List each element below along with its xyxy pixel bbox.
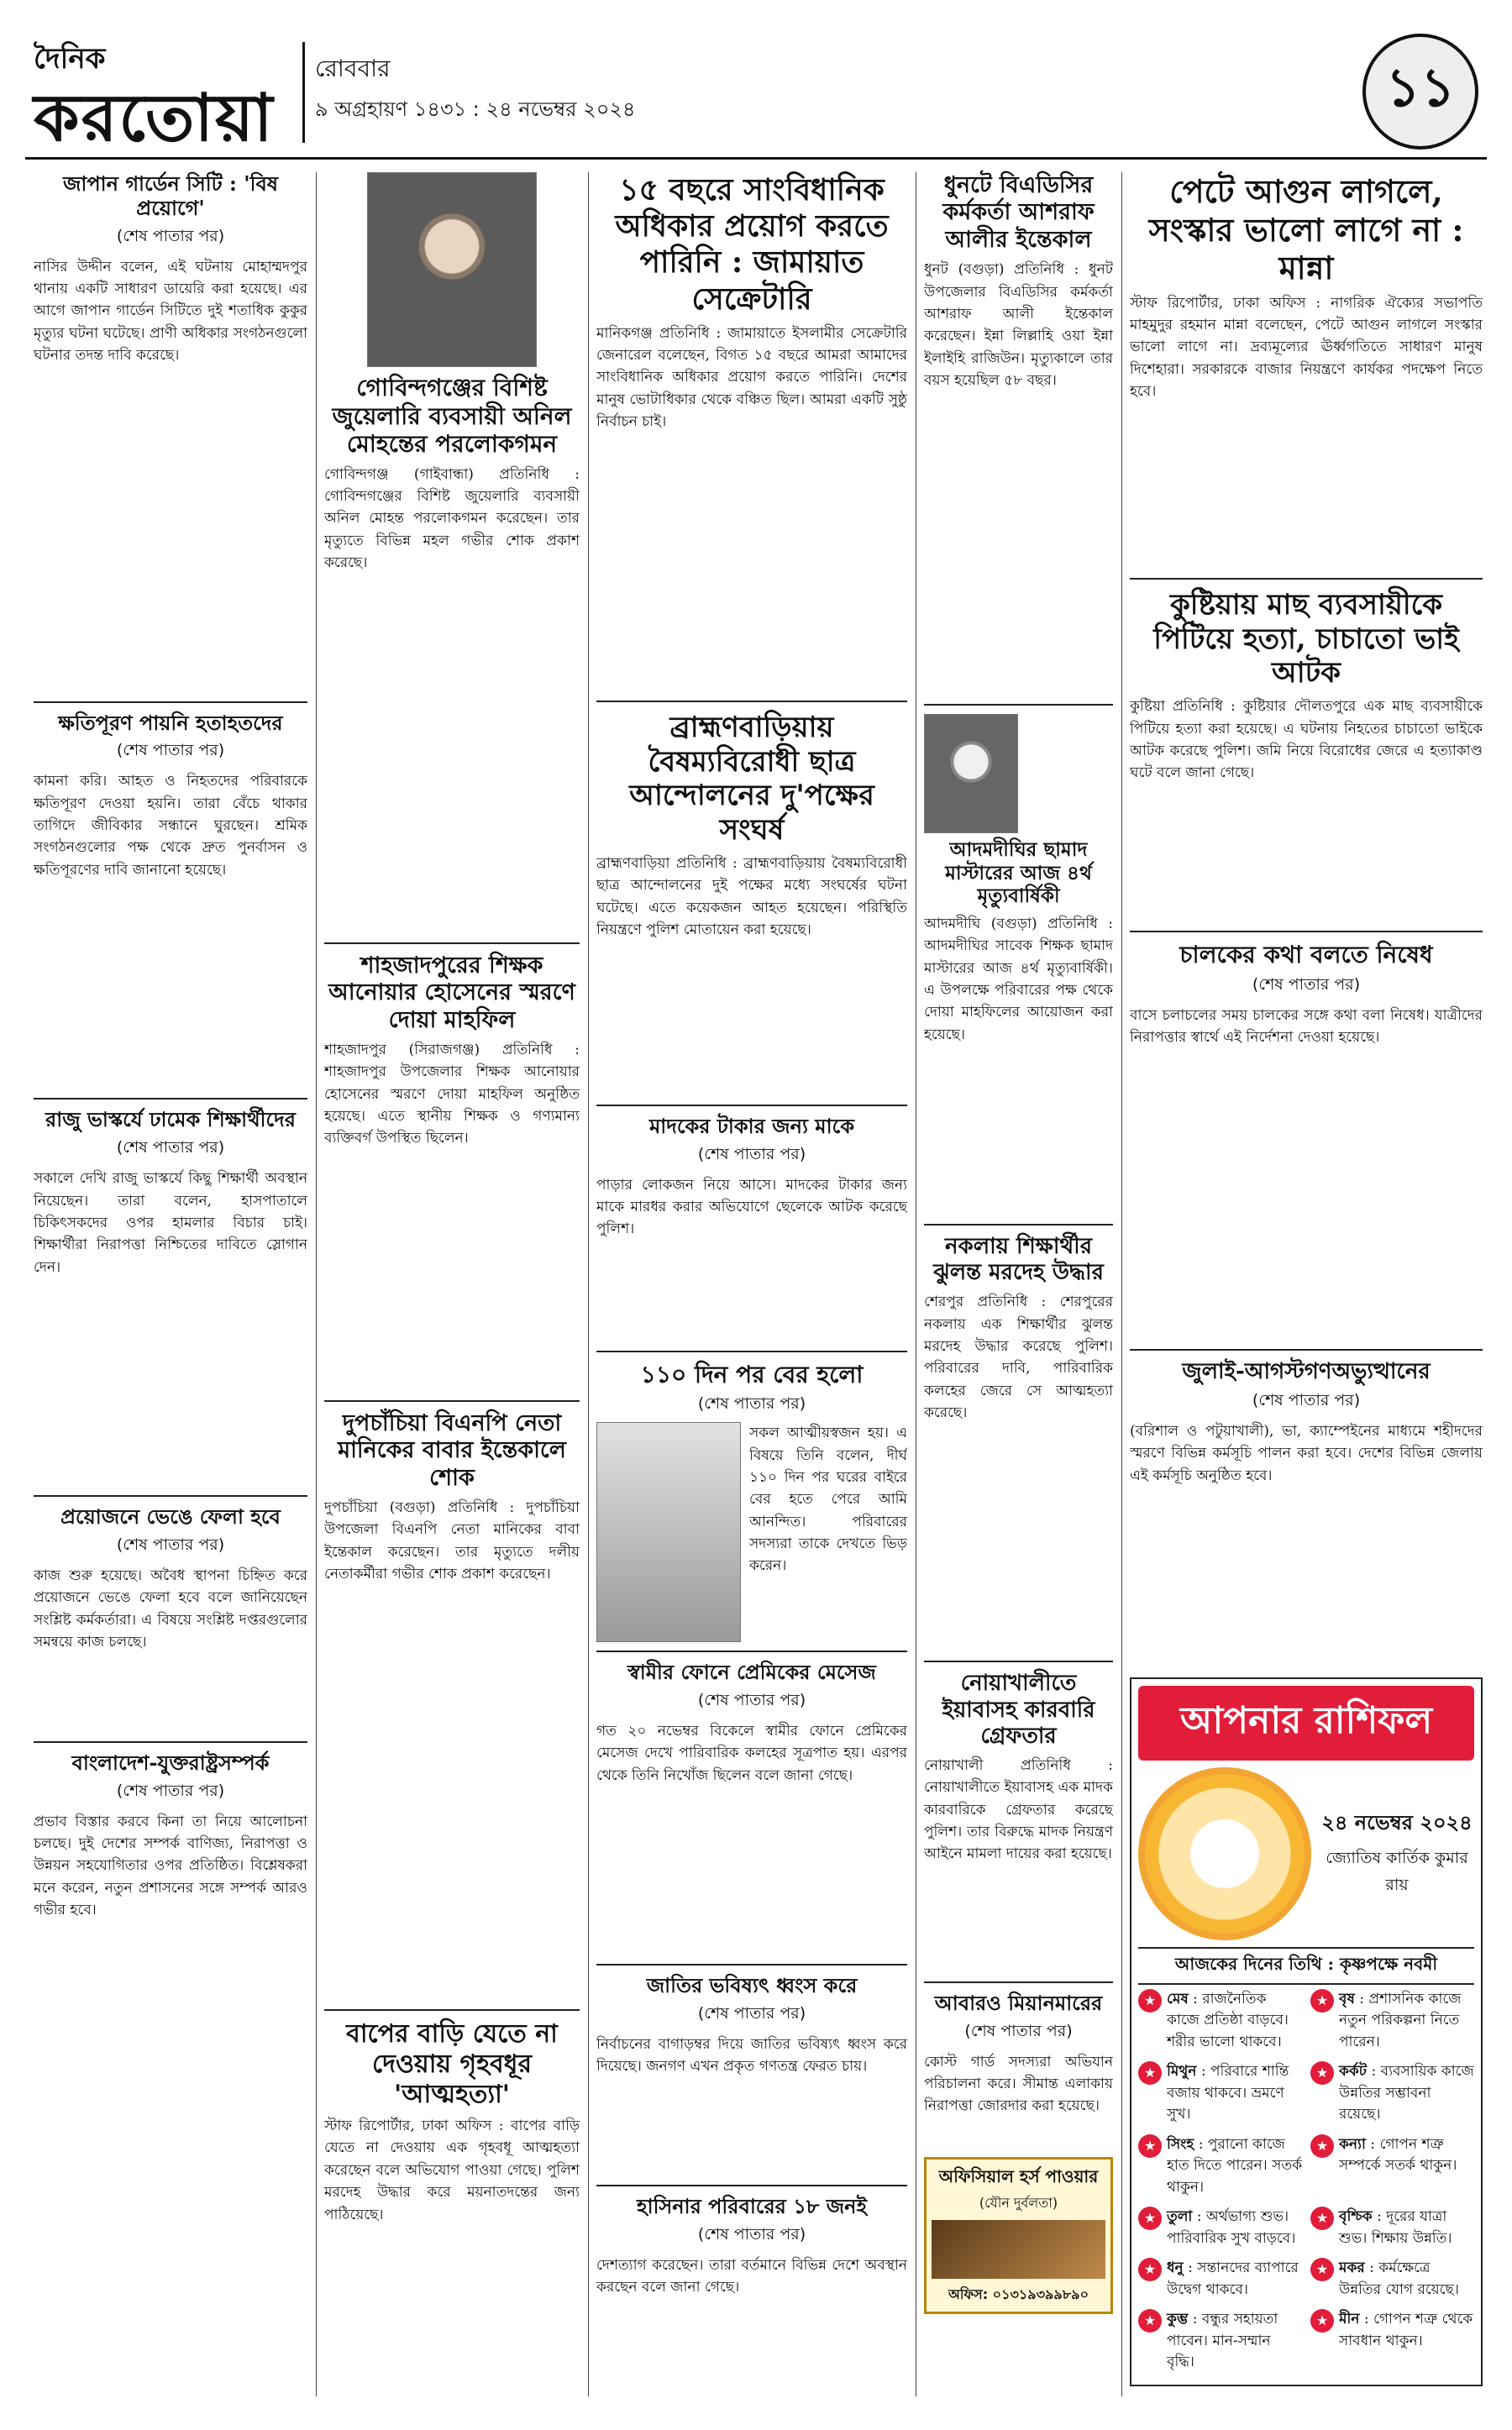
- continued-note: (শেষ পাতার পর): [116, 741, 225, 760]
- continued-note: (শেষ পাতার পর): [697, 2224, 806, 2244]
- advertisement: [924, 2157, 1113, 2314]
- continued-note: (শেষ পাতার পর): [116, 1535, 225, 1554]
- zodiac-wheel-icon: [1138, 1767, 1311, 1940]
- horoscope-sign-name: কন্যা: [1339, 2135, 1366, 2153]
- masthead: [25, 25, 1487, 160]
- zodiac-sign-icon: ★: [1138, 1989, 1162, 2013]
- article-body: প্রভাব বিস্তার করবে কিনা তা নিয়ে আলোচনা চলছে। দুই দেশের সম্পর্ক বাণিজ্য, নিরাপত্তা ও উন্নয়ন সহযোগিতার ওপর প্রতিষ্ঠিত। বিশ্লেষকরা মনে করেন, নতুন প্রশাসনের সঙ্গে সম্পর্ক আরও গভীর হবে।: [34, 1813, 307, 1919]
- ad-title: অফিসিয়াল হর্স পাওয়ার: [938, 2165, 1099, 2186]
- horoscope-sign-reading: রাজনৈতিক কাজে প্রতিষ্ঠা বাড়বে। শরীর ভালো থাকবে।: [1167, 1990, 1289, 2050]
- article-body: শেরপুর প্রতিনিধি : শেরপুরের নকলায় এক শিক্ষার্থীর ঝুলন্ত মরদেহ উদ্ধার করেছে পুলিশ। পরিবারের দাবি, পারিবারিক কলহের জেরে সে আত্মহত্যা করেছে।: [924, 1294, 1113, 1422]
- horoscope-sign: [1138, 2309, 1302, 2374]
- horoscope-sign-reading: প্রশাসনিক কাজে নতুন পরিকল্পনা নিতে পারেন।: [1339, 1990, 1462, 2050]
- page-number: ১১: [1362, 34, 1478, 150]
- article-body: নাসির উদ্দীন বলেন, এই ঘটনায় মোহাম্মদপুর থানায় একটি সাধারণ ডায়েরি করা হয়েছে। এর আগে জাপান গার্ডেন সিটিতে দুই শতাধিক কুকুর মৃত্যুর ঘটনা ঘটেছে। প্রাণী অধিকার সংগঠনগুলো ঘটনার তদন্ত দাবি করেছে।: [34, 258, 307, 364]
- news-photo: [596, 1422, 741, 1642]
- horoscope-sign-text: [1167, 2207, 1302, 2249]
- column-rule: [1121, 172, 1122, 2396]
- horoscope-sign-text: [1339, 2134, 1474, 2177]
- article-body: সকালে দেখি রাজু ভাস্কর্যে কিছু শিক্ষার্থী অবস্থান নিয়েছেন। তারা বলেন, হাসপাতালে চিকিৎসকদের ওপর হামলার বিচার চাই। শিক্ষার্থীরা নিরাপত্তা নিশ্চিতের দাবিতে স্লোগান দেন।: [34, 1170, 307, 1276]
- horoscope-sign: [1310, 2309, 1474, 2374]
- divider: [324, 942, 580, 944]
- article-body: সকল আত্মীয়স্বজন হয়। এ বিষয়ে তিনি বলেন, দীর্ঘ ১১০ দিন পর ঘরের বাইরে বের হতে পেরে আমি আনন্দিত। পরিবারের সদস্যরা তাকে দেখতে ভিড় করেন।: [749, 1425, 907, 1575]
- horoscope-sign-name: মকর: [1339, 2259, 1365, 2277]
- zodiac-sign-icon: ★: [1310, 2061, 1334, 2085]
- zodiac-sign-icon: ★: [1138, 2309, 1162, 2333]
- column-rule: [316, 172, 317, 2396]
- article-body: দেশত্যাগ করেছেন। তারা বর্তমানে বিভিন্ন দেশে অবস্থান করছেন বলে জানা গেছে।: [596, 2256, 907, 2296]
- headline: গোবিন্দগঞ্জের বিশিষ্ট জুয়েলারি ব্যবসায়ী অনিল মোহন্তের পরলোকগমন: [332, 374, 572, 459]
- horoscope-separator: :: [1183, 2259, 1198, 2277]
- divider: [324, 2009, 580, 2011]
- horoscope-sign-name: কুম্ভ: [1167, 2311, 1189, 2328]
- article-body: বাসে চলাচলের সময় চালকের সঙ্গে কথা বলা নিষেধ। যাত্রীদের নিরাপত্তার স্বার্থে এই নির্দেশনা দেওয়া হয়েছে।: [1130, 1006, 1483, 1047]
- issue-day: রোববার: [315, 55, 391, 82]
- horse-icon: [932, 2220, 1105, 2279]
- continued-note: (শেষ পাতার পর): [1252, 1390, 1361, 1409]
- article-body: কামনা করি। আহত ও নিহতদের পরিবারকে ক্ষতিপূরণ দেওয়া হয়নি। তারা বেঁচে থাকার তাগিদে জীবিকার সন্ধানে ঘুরছেন। শ্রমিক সংগঠনগুলোর পক্ষ থেকে দ্রুত পুনর্বাসন ও ক্ষতিপূরণের দাবি জানানো হয়েছে।: [34, 773, 307, 879]
- horoscope-sign-reading: গোপন শত্রু থেকে সাবধান থাকুন।: [1339, 2311, 1473, 2349]
- headline: ব্রাহ্মণবাড়িয়ায় বৈষম্যবিরোধী ছাত্র আন্দোলনের দু'পক্ষের সংঘর্ষ: [629, 710, 874, 848]
- horoscope-sign-text: [1167, 2258, 1302, 2301]
- horoscope-sign: [1138, 2207, 1302, 2249]
- horoscope-sign-reading: অর্থভাগ্য শুভ। পারিবারিক সুখ বাড়বে।: [1167, 2208, 1296, 2247]
- column-rule: [588, 172, 589, 2396]
- horoscope-sign-text: [1339, 2309, 1474, 2352]
- horoscope-sign-name: সিংহ: [1167, 2135, 1194, 2153]
- divider: [924, 1981, 1113, 1983]
- horoscope-sign-text: [1167, 2061, 1302, 2126]
- divider: [324, 1400, 580, 1402]
- horoscope-sign: [1310, 2061, 1474, 2126]
- continued-note: (শেষ পাতার পর): [1252, 974, 1361, 994]
- horoscope-separator: :: [1367, 2063, 1381, 2081]
- horoscope-sign-text: [1339, 2207, 1474, 2249]
- headline: নকলায় শিক্ষার্থীর ঝুলন্ত মরদেহ উদ্ধার: [933, 1233, 1104, 1286]
- horoscope-separator: :: [1359, 2311, 1373, 2328]
- horoscope-date: ২৪ নভেম্বর ২০২৪: [1321, 1809, 1473, 1834]
- horoscope-author: জ্যোতিষ কার্তিক কুমার রায়: [1326, 1848, 1468, 1894]
- divider: [1130, 931, 1483, 932]
- zodiac-sign-icon: ★: [1310, 2258, 1334, 2281]
- headline: ধুনটে বিএডিসির কর্মকর্তা আশরাফ আলীর ইন্তেকাল: [942, 172, 1095, 253]
- horoscope-sign-name: মীন: [1339, 2311, 1360, 2328]
- horoscope-sign-reading: দূরের যাত্রা শুভ। শিক্ষায় উন্নতি।: [1339, 2208, 1452, 2247]
- article-body: কুষ্টিয়া প্রতিনিধি : কুষ্টিয়ার দৌলতপুরে এক মাছ ব্যবসায়ীকে পিটিয়ে হত্যা করা হয়েছে। এ ঘটনায় নিহতের চাচাতো ভাইকে আটক করেছে পুলিশ। জমি নিয়ে বিরোধের জেরে এ হত্যাকাণ্ড ঘটে বলে জানা গেছে।: [1130, 698, 1483, 782]
- zodiac-sign-icon: ★: [1138, 2061, 1162, 2085]
- headline: চালকের কথা বলতে নিষেধ: [1179, 941, 1433, 969]
- horoscope-sign-name: বৃষ: [1339, 1990, 1355, 2008]
- horoscope-separator: :: [1364, 2259, 1379, 2277]
- divider: [34, 1741, 307, 1743]
- headline-lead: ১৫ বছরে সাংবিধানিক অধিকার প্রয়োগ করতে পারিনি : জামায়াত সেক্রেটারি: [615, 172, 889, 317]
- divider: [34, 1098, 307, 1100]
- zodiac-sign-icon: ★: [1138, 2207, 1162, 2230]
- horoscope-sign-text: [1167, 1989, 1302, 2054]
- masthead-divider: [302, 42, 305, 143]
- article-body: ব্রাহ্মণবাড়িয়া প্রতিনিধি : ব্রাহ্মণবাড়িয়ায় বৈষম্যবিরোধী ছাত্র আন্দোলনের দুই পক্ষের মধ্যে সংঘর্ষের ঘটনা ঘটেছে। এতে কয়েকজন আহত হয়েছেন। পরিস্থিতি নিয়ন্ত্রণে পুলিশ মোতায়েন করা হয়েছে।: [596, 854, 907, 938]
- portrait-photo: [367, 172, 537, 367]
- horoscope-sign: [1310, 2207, 1474, 2249]
- article-body: গোবিন্দগঞ্জ (গাইবান্ধা) প্রতিনিধি : গোবিন্দগঞ্জের বিশিষ্ট জুয়েলারি ব্যবসায়ী অনিল মোহন্ত পরলোকগমন করেছেন। তার মৃত্যুতে বিভিন্ন মহল গভীর শোক প্রকাশ করেছে।: [324, 465, 580, 572]
- horoscope-sign-list: [1138, 1985, 1474, 2378]
- headline: দুপচাঁচিয়া বিএনপি নেতা মানিকের বাবার ইন্তেকালে শোক: [338, 1409, 566, 1491]
- article-body: কাজ শুরু হয়েছে। অবৈধ স্থাপনা চিহ্নিত করে প্রয়োজনে ভেঙে ফেলা হবে বলে জানিয়েছেন সংশ্লিষ্ট কর্মকর্তারা। এ বিষয়ে সংশ্লিষ্ট দপ্তরগুলোর সমন্বয়ে কাজ চলছে।: [34, 1567, 307, 1651]
- zodiac-sign-icon: ★: [1138, 2258, 1162, 2281]
- horoscope-sign: [1138, 1989, 1302, 2054]
- divider: [1130, 1349, 1483, 1351]
- horoscope-sign-name: মেষ: [1167, 1990, 1189, 2008]
- column-4: [924, 172, 1113, 2396]
- zodiac-sign-icon: ★: [1310, 2134, 1334, 2158]
- horoscope-sign-text: [1167, 2134, 1302, 2199]
- horoscope-sign-name: তুলা: [1167, 2208, 1193, 2226]
- horoscope-sign-reading: পরিবারে শান্তি বজায় থাকবে। ভ্রমণে সুখ।: [1167, 2063, 1289, 2123]
- divider: [34, 1495, 307, 1497]
- continued-note: (শেষ পাতার পর): [964, 2021, 1073, 2040]
- headline: বাংলাদেশ-যুক্তরাষ্ট্রসম্পর্ক: [71, 1750, 270, 1775]
- horoscope-sign-text: [1339, 2061, 1474, 2126]
- divider: [596, 1964, 907, 1966]
- headline-lead: পেটে আগুন লাগলে, সংস্কার ভালো লাগে না : মান্না: [1148, 172, 1464, 287]
- continued-note: (শেষ পাতার পর): [116, 226, 225, 245]
- column-2: [324, 172, 580, 2396]
- divider: [596, 701, 907, 702]
- issue-date: ৯ অগ্রহায়ণ ১৪৩১ : ২৪ নভেম্বর ২০২৪: [315, 97, 636, 121]
- continued-note: (শেষ পাতার পর): [697, 1691, 806, 1710]
- article-body: পাড়ার লোকজন নিয়ে আসে। মাদকের টাকার জন্য মাকে মারধর করার অভিযোগে ছেলেকে আটক করেছে পুলিশ।: [596, 1176, 907, 1238]
- article-body: স্টাফ রিপোর্টার, ঢাকা অফিস : নাগরিক ঐক্যের সভাপতি মাহমুদুর রহমান মান্না বলেছেন, পেটে আগুন লাগলে সংস্কার ভালো লাগে না। দ্রব্যমূল্যের ঊর্ধ্বগতিতে সাধারণ মানুষ দিশেহারা। সরকারকে বাজার নিয়ন্ত্রণে কার্যকর পদক্ষেপ নিতে হবে।: [1130, 294, 1483, 401]
- article-body: দুপচাঁচিয়া (বগুড়া) প্রতিনিধি : দুপচাঁচিয়া উপজেলা বিএনপি নেতা মানিকের বাবা ইন্তেকাল করেছেন। তার মৃত্যুতে দলীয় নেতাকর্মীরা গভীর শোক প্রকাশ করেছেন।: [324, 1499, 580, 1583]
- headline: জুলাই-আগস্টগণঅভ্যুত্থানের: [1182, 1358, 1431, 1384]
- headline: স্বামীর ফোনে প্রেমিকের মেসেজ: [627, 1660, 876, 1685]
- horoscope-sign-reading: বন্ধুর সহায়তা পাবেন। মান-সম্মান বৃদ্ধি।: [1167, 2311, 1278, 2371]
- horoscope-separator: :: [1194, 2135, 1208, 2153]
- headline: রাজু ভাস্কর্যে ঢামেক শিক্ষার্থীদের: [45, 1107, 296, 1132]
- horoscope-separator: :: [1196, 2063, 1211, 2081]
- horoscope-sign-text: [1167, 2309, 1302, 2374]
- headline: মাদকের টাকার জন্য মাকে: [648, 1113, 855, 1138]
- horoscope-sign-text: [1339, 2258, 1474, 2301]
- continued-note: (শেষ পাতার পর): [697, 2003, 806, 2023]
- logo-small: দৈনিক: [34, 42, 106, 76]
- headline: হাসিনার পরিবারের ১৮ জনই: [637, 2193, 867, 2218]
- headline: আবারও মিয়ানমারের: [934, 1990, 1103, 2015]
- horoscope-sign-reading: সন্তানদের ব্যাপারে উদ্বেগ থাকবে।: [1167, 2259, 1299, 2298]
- article-body: গত ২০ নভেম্বর বিকেলে স্বামীর ফোনে প্রেমিকের মেসেজ দেখে পারিবারিক কলহের সূত্রপাত হয়। এরপর থেকে তিনি নিখোঁজ ছিলেন বলে জানা গেছে।: [596, 1723, 907, 1784]
- horoscope-sign-reading: কর্মক্ষেত্রে উন্নতির যোগ রয়েছে।: [1339, 2259, 1459, 2298]
- article-body: শাহজাদপুর (সিরাজগঞ্জ) প্রতিনিধি : শাহজাদপুর উপজেলার শিক্ষক আনোয়ার হোসেনের স্মরণে দোয়া মাহফিল অনুষ্ঠিত হয়েছে। এতে স্থানীয় শিক্ষক ও গণ্যমান্য ব্যক্তিবর্গ উপস্থিত ছিলেন।: [324, 1041, 580, 1147]
- continued-note: (শেষ পাতার পর): [697, 1394, 806, 1414]
- article-body: নোয়াখালী প্রতিনিধি : নোয়াখালীতে ইয়াবাসহ এক মাদক কারবারিকে গ্রেফতার করেছে পুলিশ। তার বিরুদ্ধে মাদক নিয়ন্ত্রণ আইনে মামলা দায়ের করা হয়েছে।: [924, 1756, 1113, 1863]
- divider: [34, 701, 307, 703]
- horoscope-separator: :: [1365, 2135, 1380, 2153]
- headline: শাহজাদপুরের শিক্ষক আনোয়ার হোসেনের স্মরণে দোয়া মাহফিল: [328, 952, 575, 1033]
- divider: [596, 1351, 907, 1352]
- headline: বাপের বাড়ি যেতে না দেওয়ায় গৃহবধূর 'আত্মহত্যা': [346, 2019, 558, 2110]
- headline: ক্ষতিপূরণ পায়নি হতাহতদের: [58, 710, 283, 735]
- horoscope-title: আপনার রাশিফল: [1138, 1686, 1474, 1761]
- divider: [924, 1661, 1113, 1662]
- horoscope-sign-text: [1339, 1989, 1474, 2054]
- divider: [596, 1105, 907, 1106]
- article-body: (বরিশাল ও পটুয়াখালী), ভা, ক্যাম্পেইনের মাধ্যমে শহীদদের স্মরণে বিভিন্ন কর্মসূচি পালন করা হবে। দেশের বিভিন্ন জেলায় এই কর্মসূচি অনুষ্ঠিত হবে।: [1130, 1422, 1483, 1484]
- continued-note: (শেষ পাতার পর): [116, 1781, 225, 1800]
- divider: [596, 1651, 907, 1652]
- zodiac-sign-icon: ★: [1138, 2134, 1162, 2158]
- headline: নোয়াখালীতে ইয়াবাসহ কারবারি গ্রেফতার: [942, 1671, 1095, 1749]
- horoscope-sign-name: বৃশ্চিক: [1339, 2208, 1373, 2226]
- horoscope-sign: [1310, 2258, 1474, 2301]
- continued-note: (শেষ পাতার পর): [116, 1138, 225, 1157]
- horoscope-sign: [1138, 2258, 1302, 2301]
- headline: আদমদীঘির ছামাদ মাস্টারের আজ ৪র্থ মৃত্যুবার্ষিকী: [945, 838, 1092, 908]
- ad-phone: অফিস: ০১৩১৯৩৯৯৮৯০: [948, 2286, 1089, 2302]
- horoscope-sign-name: ধনু: [1167, 2259, 1184, 2277]
- zodiac-sign-icon: ★: [1310, 2309, 1334, 2333]
- headline: ১১০ দিন পর বের হলো: [640, 1360, 864, 1388]
- horoscope-sign-name: মিথুন: [1167, 2063, 1197, 2081]
- divider: [596, 2185, 907, 2186]
- horoscope-sign: [1138, 2134, 1302, 2199]
- divider: [924, 1224, 1113, 1225]
- horoscope-separator: :: [1188, 1990, 1203, 2008]
- zodiac-sign-icon: ★: [1310, 2207, 1334, 2230]
- portrait-photo: [924, 714, 1018, 833]
- ad-subtitle: (যৌন দুর্বলতা): [979, 2194, 1058, 2211]
- horoscope-sign-reading: পুরানো কাজে হাত দিতে পারেন। সতর্ক থাকুন।: [1167, 2135, 1302, 2196]
- horoscope-separator: :: [1192, 2208, 1206, 2226]
- article-body: স্টাফ রিপোর্টার, ঢাকা অফিস : বাপের বাড়ি যেতে না দেওয়ায় এক গৃহবধূ আত্মহত্যা করেছেন বলে অভিযোগ পাওয়া গেছে। পুলিশ মরদেহ উদ্ধার করে ময়নাতদন্তের জন্য পাঠিয়েছে।: [324, 2118, 580, 2223]
- tithi-line: আজকের দিনের তিথি : কৃষ্ণপক্ষে নবমী: [1138, 1947, 1474, 1985]
- headline: জাপান গার্ডেন সিটি : 'বিষ প্রয়োগে': [62, 171, 279, 220]
- horoscope-sign: [1138, 2061, 1302, 2126]
- horoscope-box: [1130, 1677, 1483, 2386]
- column-3: [596, 172, 907, 2396]
- headline: জাতির ভবিষ্যৎ ধ্বংস করে: [646, 1973, 858, 1998]
- horoscope-separator: :: [1372, 2208, 1387, 2226]
- article-body: নির্বাচনের বাগাড়ম্বর দিয়ে জাতির ভবিষ্যৎ ধ্বংস করে দিয়েছে। জনগণ এখন প্রকৃত গণতন্ত্র ফেরত চায়।: [596, 2035, 907, 2076]
- horoscope-separator: :: [1354, 1990, 1369, 2008]
- article-body: ধুনট (বগুড়া) প্রতিনিধি : ধুনট উপজেলার বিএডিসির কর্মকর্তা আশরাফ আলী ইন্তেকাল করেছেন। ইন্না লিল্লাহি ওয়া ইন্না ইলাইহি রাজিউন। মৃত্যুকালে তার বয়স হয়েছিল ৫৮ বছর।: [924, 261, 1113, 389]
- headline: কুষ্টিয়ায় মাছ ব্যবসায়ীকে পিটিয়ে হত্যা, চাচাতো ভাই আটক: [1153, 587, 1459, 690]
- zodiac-sign-icon: ★: [1310, 1989, 1334, 2013]
- divider: [924, 704, 1113, 706]
- article-body: আদমদীঘি (বগুড়া) প্রতিনিধি : আদমদীঘির সাবেক শিক্ষক ছামাদ মাস্টারের আজ ৪র্থ মৃত্যুবার্ষিকী। এ উপলক্ষে পরিবারের পক্ষ থেকে দোয়া মাহফিলের আয়োজন করা হয়েছে।: [924, 915, 1113, 1043]
- headline: প্রয়োজনে ভেঙে ফেলা হবে: [60, 1504, 281, 1530]
- horoscope-sign: [1310, 1989, 1474, 2054]
- horoscope-sign-reading: গোপন শত্রু সম্পর্কে সতর্ক থাকুন।: [1339, 2135, 1457, 2175]
- column-5: [1130, 172, 1483, 2396]
- horoscope-sign-name: কর্কট: [1339, 2063, 1368, 2081]
- horoscope-sign: [1310, 2134, 1474, 2199]
- divider: [1130, 578, 1483, 580]
- column-1: [34, 172, 307, 2396]
- article-body: মানিকগঞ্জ প্রতিনিধি : জামায়াতে ইসলামীর সেক্রেটারি জেনারেল বলেছেন, বিগত ১৫ বছরে আমরা আমাদের সাংবিধানিক অধিকার প্রয়োগ করতে পারিনি। দেশের মানুষ ভোটাধিকার থেকে বঞ্চিত ছিল। আমরা একটি সুষ্ঠু নির্বাচন চাই।: [596, 324, 907, 431]
- continued-note: (শেষ পাতার পর): [697, 1144, 806, 1163]
- article-body: কোস্ট গার্ড সদস্যরা অভিযান পরিচালনা করে। সীমান্ত এলাকায় নিরাপত্তা জোরদার করা হয়েছে।: [924, 2053, 1113, 2115]
- horoscope-separator: :: [1188, 2311, 1202, 2328]
- horoscope-sign-reading: ব্যবসায়িক কাজে উন্নতির সম্ভাবনা রয়েছে।: [1339, 2063, 1474, 2123]
- newspaper-logo: করতোয়া: [34, 80, 275, 156]
